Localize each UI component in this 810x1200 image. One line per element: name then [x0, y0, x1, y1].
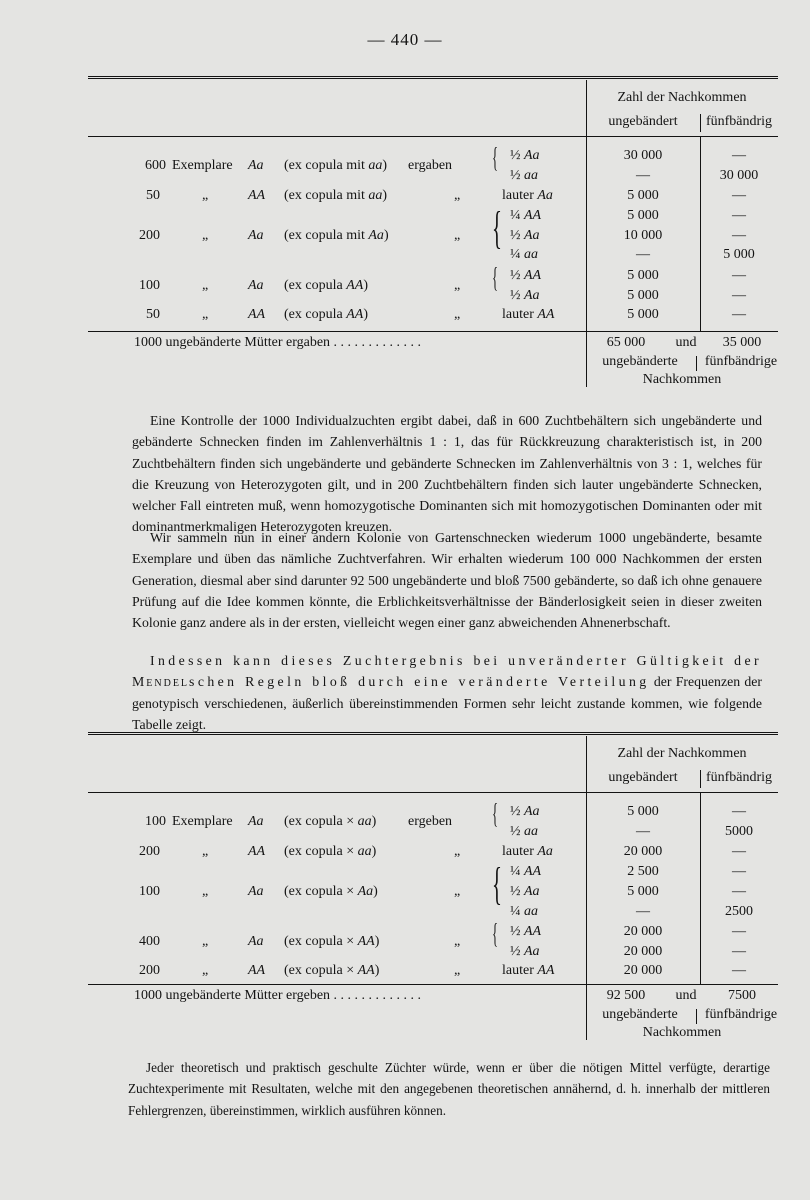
value-ungebaendert: 30 000 [623, 148, 663, 163]
row-brace: { [492, 919, 499, 950]
offspring-ratio: ½ AA [510, 268, 542, 283]
paragraph-second-colony [132, 527, 762, 633]
offspring-ratio: lauter Aa [502, 844, 553, 859]
value-ungebaendert: — [636, 167, 650, 183]
value-ungebaendert: 20 000 [623, 963, 663, 978]
offspring-ratio: ¼ AA [510, 208, 542, 223]
value-fuenfbaendrig: — [732, 924, 746, 939]
col-header-fuenfbaendrig: fünfbändrig [705, 770, 773, 785]
page-number: — 440 — [367, 30, 443, 49]
row-label: Exemplare [172, 813, 233, 829]
row-genotype: Aa [248, 277, 264, 293]
footer-divider [696, 1009, 697, 1024]
row-count: 200 [139, 963, 160, 978]
col-header-fuenfbaendrig: fünfbändrig [705, 114, 773, 129]
row-brace: { [492, 143, 499, 174]
row-verb: „ [454, 307, 461, 322]
row-verb: „ [454, 933, 461, 949]
total-ungebaendert: 65 000 [606, 335, 646, 350]
table-bottom-rule [88, 331, 778, 332]
row-verb: „ [454, 963, 461, 978]
value-fuenfbaendrig: 30 000 [719, 167, 759, 183]
row-genotype: AA [248, 844, 266, 859]
row-cross: (ex copula × AA) [284, 933, 380, 949]
row-brace: { [492, 202, 502, 253]
value-fuenfbaendrig: 2500 [725, 903, 753, 919]
value-ungebaendert: 20 000 [623, 943, 663, 959]
row-count: 50 [146, 307, 160, 322]
row-count: 100 [145, 813, 166, 829]
offspring-ratio: lauter AA [502, 963, 555, 978]
paragraph-mendel [132, 650, 762, 735]
row-label: „ [202, 227, 209, 243]
row-label: „ [202, 277, 209, 293]
row-genotype: AA [248, 963, 266, 978]
crossing-table-1 [88, 76, 778, 396]
paragraph-text: der Frequenzen der genotypisch verschiedenen, äußerlich übereinstimmenden Formen sehr leicht zustande kommen, wie folgende Tabelle zeigt. [132, 674, 762, 732]
value-fuenfbaendrig: — [732, 943, 746, 959]
row-label: „ [202, 307, 209, 322]
row-cross: (ex copula AA) [284, 307, 368, 322]
value-ungebaendert: — [636, 247, 650, 263]
offspring-ratio: lauter AA [502, 307, 555, 322]
value-fuenfbaendrig: — [732, 804, 746, 819]
value-ungebaendert: — [636, 823, 650, 839]
row-cross: (ex copula mit Aa) [284, 227, 389, 243]
header-bottom-rule [88, 136, 778, 137]
row-label: „ [202, 933, 209, 949]
row-genotype: Aa [248, 933, 264, 949]
row-label: „ [202, 883, 209, 899]
offspring-ratio: ½ Aa [510, 883, 540, 899]
row-label: „ [202, 963, 209, 978]
value-fuenfbaendrig: 5 000 [723, 247, 755, 263]
header-title: Zahl der Nachkommen [617, 90, 747, 105]
row-genotype: Aa [248, 883, 264, 899]
value-ungebaendert: 10 000 [623, 227, 663, 243]
mendel-name: Mendel [132, 674, 190, 690]
row-cross: (ex copula × aa) [284, 844, 377, 859]
row-count: 600 [145, 157, 166, 173]
row-genotype: Aa [248, 813, 264, 829]
row-count: 400 [139, 933, 160, 949]
offspring-ratio: ¼ AA [510, 864, 542, 879]
value-ungebaendert: 5 000 [627, 307, 659, 322]
row-brace: { [492, 799, 499, 830]
row-count: 50 [146, 188, 160, 203]
paragraph-text: Wir sammeln nun in einer andern Kolonie von Gartenschnecken wiederum 1000 ungebänderte, besamte Exemplare und üben das nämliche Zuchtverfahren. Wir erhalten wiederum 100 000 Nachkommen der ersten Generation, diesmal aber sind darunter 92 500 ungebänderte und bloß 7500 gebänderte, so daß ich ohne genauere Prüfung auf die Idee kommen könnte, die Erblichkeitsverhältnisse der Bänderlosigkeit seien in dieser zweiten Kolonie ganz andere als in der ersten, vielleicht wegen einer ganz abweichenden Ahnenerbschaft. [132, 530, 762, 631]
row-count: 200 [139, 227, 160, 243]
total-footer-right: fünfbändrige [704, 1007, 778, 1022]
total-footer-bottom: Nachkommen [642, 372, 722, 387]
total-label: 1000 ungebänderte Mütter ergaben . . . . . . . . . . . . . [134, 335, 422, 350]
row-count: 100 [139, 883, 160, 899]
value-fuenfbaendrig: — [732, 148, 746, 163]
row-brace: { [492, 263, 499, 294]
value-fuenfbaendrig: — [732, 268, 746, 283]
total-und: und [675, 335, 697, 350]
value-fuenfbaendrig: — [732, 307, 746, 322]
offspring-ratio: ½ Aa [510, 943, 540, 959]
row-brace: { [492, 858, 502, 909]
header-bottom-rule [88, 792, 778, 793]
value-ungebaendert: 5 000 [627, 268, 659, 283]
total-fuenfbaendrig: 7500 [728, 988, 756, 1003]
table-top-rule [88, 732, 778, 735]
row-verb: ergeben [408, 813, 453, 829]
col-header-ungebaendert: ungebändert [608, 770, 678, 785]
row-count: 200 [139, 844, 160, 859]
total-label: 1000 ungebänderte Mütter ergeben . . . . . . . . . . . . . [134, 988, 422, 1003]
value-ungebaendert: 20 000 [623, 924, 663, 939]
value-ungebaendert: 5 000 [627, 804, 659, 819]
value-fuenfbaendrig: — [732, 864, 746, 879]
value-ungebaendert: 5 000 [627, 883, 659, 899]
offspring-ratio: ½ Aa [510, 227, 540, 243]
crossing-table-2 [88, 732, 778, 1052]
value-fuenfbaendrig: — [732, 963, 746, 978]
value-ungebaendert: 20 000 [623, 844, 663, 859]
col-header-ungebaendert: ungebändert [608, 114, 678, 129]
row-label: „ [202, 188, 209, 203]
value-ungebaendert: 5 000 [627, 287, 659, 303]
offspring-ratio: ½ Aa [510, 804, 540, 819]
value-fuenfbaendrig: — [732, 227, 746, 243]
total-footer-left: ungebänderte [602, 354, 678, 369]
row-genotype: Aa [248, 227, 264, 243]
total-footer-right: fünfbändrige [704, 354, 778, 369]
row-label: „ [202, 844, 209, 859]
row-cross: (ex copula × AA) [284, 963, 380, 978]
value-fuenfbaendrig: — [732, 188, 746, 203]
row-label: Exemplare [172, 157, 233, 173]
value-ungebaendert: 5 000 [627, 208, 659, 223]
offspring-ratio: ½ Aa [510, 148, 540, 163]
offspring-ratio: ½ Aa [510, 287, 540, 303]
header-title: Zahl der Nachkommen [617, 746, 747, 761]
row-verb: „ [454, 188, 461, 203]
offspring-ratio: ½ aa [510, 167, 538, 183]
total-ungebaendert: 92 500 [606, 988, 646, 1003]
row-verb: „ [454, 227, 461, 243]
row-cross: (ex copula AA) [284, 277, 368, 293]
footer-divider [696, 356, 697, 371]
offspring-ratio: ¼ aa [510, 903, 538, 919]
paragraph-text: Jeder theoretisch und praktisch geschulte Züchter würde, wenn er über die nötigen Mittel verfügte, derartige Zuchtexperimente mit Resultaten, welche mit den angegebenen theoretischen annähernd, d. h. innerhalb der mittleren Fehlergrenzen, übereinstimmen, wirklich ausführen können. [128, 1060, 770, 1118]
row-verb: „ [454, 277, 461, 293]
paragraph-text: Eine Kontrolle der 1000 Individualzuchten ergibt dabei, daß in 600 Zuchtbehältern sich ungebänderte und gebänderte Schnecken finden im Zahlenverhältnis 1 : 1, das für Rückkreuzung charakteristisch ist, in 200 Zuchtbehältern finden sich ungebänderte und gebänderte Schnecken im Zahlenverhältnis von 3 : 1, welches für die Kreuzung von Heterozygoten gilt, und in 200 Zuchtbehältern finden sich lauter ungebänderte Schnecken, welcher Fall eintreten muß, wenn homozygotische Dominanten sich mit homozygotischen Dominanten oder mit dominantmerkmaligen Heterozygoten kreuzen. [132, 413, 762, 535]
row-cross: (ex copula mit aa) [284, 157, 388, 173]
row-verb: „ [454, 883, 461, 899]
value-fuenfbaendrig: — [732, 883, 746, 899]
row-cross: (ex copula × Aa) [284, 883, 378, 899]
paragraph-conclusion [128, 1057, 770, 1121]
row-genotype: AA [248, 307, 266, 322]
value-fuenfbaendrig: — [732, 287, 746, 303]
offspring-ratio: ½ AA [510, 924, 542, 939]
offspring-ratio: ½ aa [510, 823, 538, 839]
total-und: und [675, 988, 697, 1003]
table-bottom-rule [88, 984, 778, 985]
value-fuenfbaendrig: — [732, 844, 746, 859]
row-verb: ergaben [408, 157, 453, 173]
row-count: 100 [139, 277, 160, 293]
body-divider [586, 792, 587, 984]
total-footer-bottom: Nachkommen [642, 1025, 722, 1040]
value-ungebaendert: — [636, 903, 650, 919]
offspring-ratio: lauter Aa [502, 188, 553, 203]
value-ungebaendert: 2 500 [627, 864, 659, 879]
paragraph-control [132, 410, 762, 538]
body-divider [700, 136, 701, 331]
value-ungebaendert: 5 000 [627, 188, 659, 203]
value-fuenfbaendrig: — [732, 208, 746, 223]
value-fuenfbaendrig: 5000 [725, 823, 753, 839]
spaced-text: schen Regeln bloß durch eine veränderte Verteilung [189, 674, 650, 690]
total-fuenfbaendrig: 35 000 [722, 335, 762, 350]
row-verb: „ [454, 844, 461, 859]
spaced-text: Indessen kann dieses Zuchtergebnis bei unveränderter Gültigkeit der [150, 653, 762, 668]
offspring-ratio: ¼ aa [510, 247, 538, 263]
body-divider [700, 792, 701, 984]
body-divider [586, 136, 587, 331]
row-genotype: AA [248, 188, 266, 203]
row-cross: (ex copula × aa) [284, 813, 377, 829]
total-footer-left: ungebänderte [602, 1007, 678, 1022]
row-genotype: Aa [248, 157, 264, 173]
table-top-rule [88, 76, 778, 79]
row-cross: (ex copula mit aa) [284, 188, 388, 203]
